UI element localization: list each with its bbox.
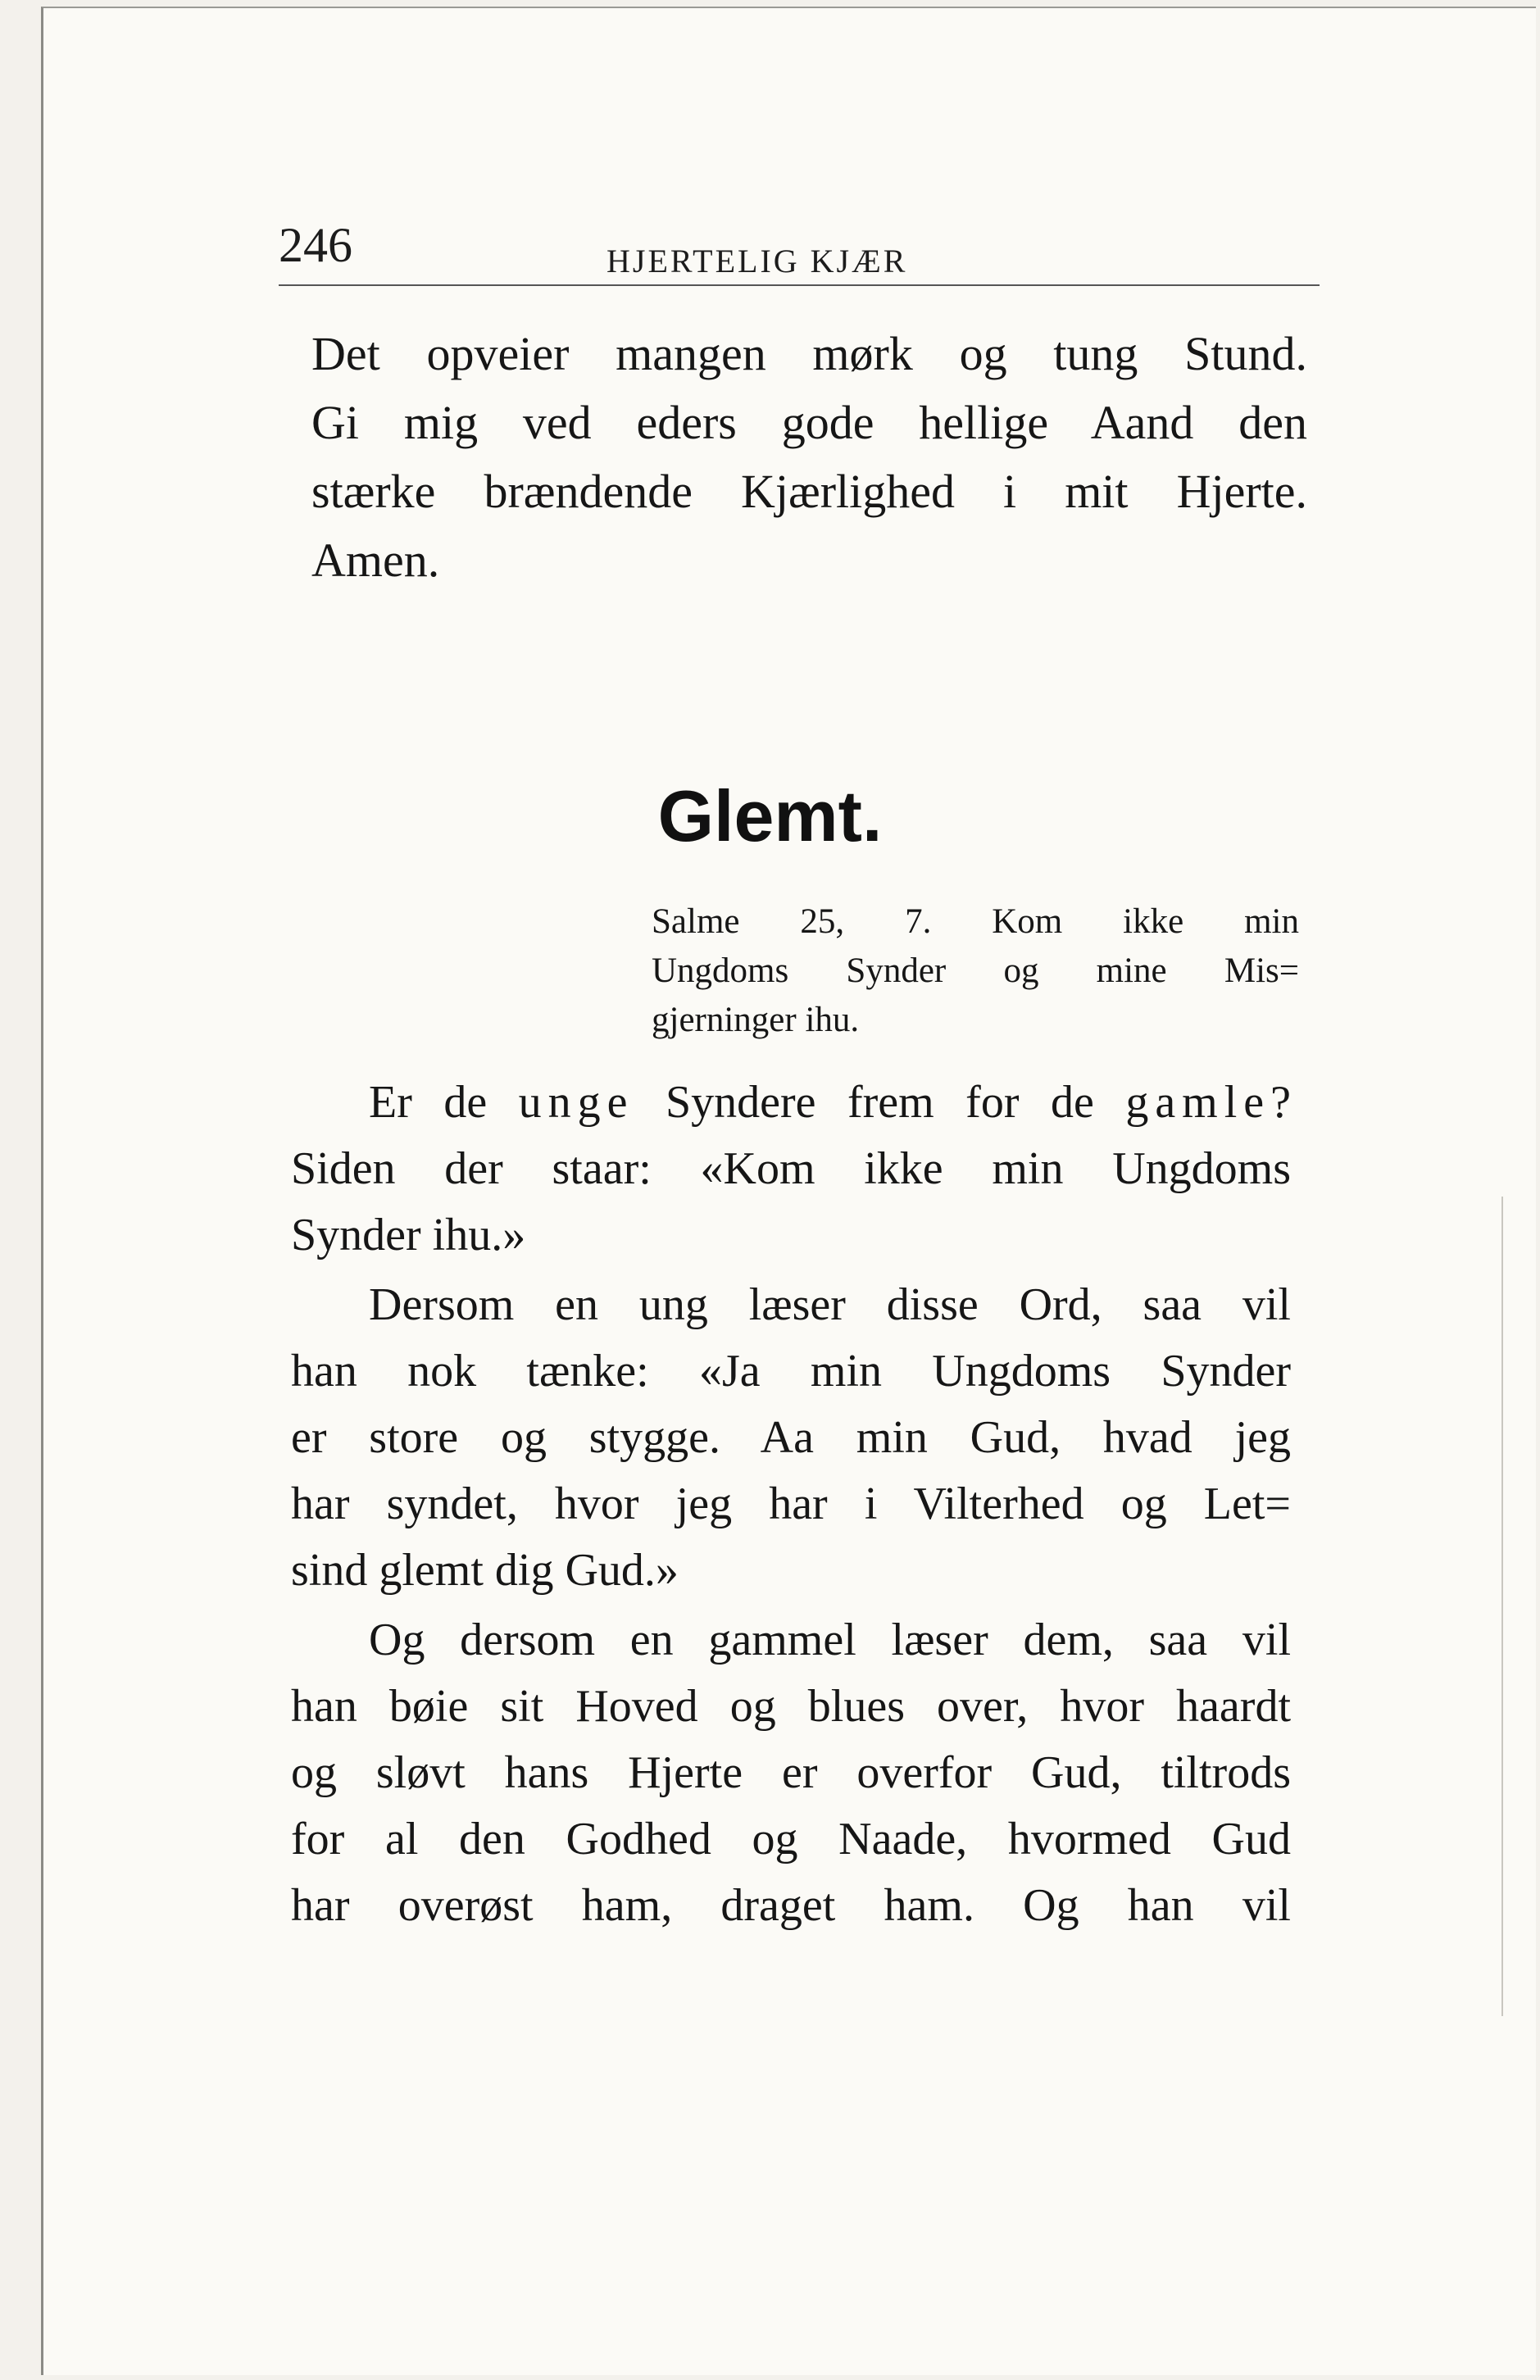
paragraph [291,1070,1291,1269]
text-line: stærke brændende Kjærlighed i mit Hjerte. [311,465,1307,518]
header-rule [279,284,1320,286]
emphasized-word: gamle [1125,1077,1271,1128]
text-line: Det opveier mangen mørk og tung Stund. [311,327,1307,380]
text-line: Gi mig ved eders gode hellige Aand den [311,396,1307,449]
previous-paragraph [311,320,1307,595]
running-head: HJERTELIG KJÆR [606,243,908,279]
text-line: han bøie sit Hoved og blues over, hvor haardt [291,1681,1291,1732]
epigraph-line: Ungdoms Synder og mine Mis= [652,952,1299,990]
text-line: Synder ihu.» [291,1210,526,1260]
page-edge-shadow [1501,1197,1503,2016]
text-line: har syndet, hvor jeg har i Vilterhed og Let= [291,1478,1291,1529]
text-run: Syndere frem for de [634,1077,1126,1128]
paragraph [291,1607,1291,1939]
text-line: for al den Godhed og Naade, hvormed Gud [291,1814,1291,1864]
page-header [279,209,1320,291]
emphasized-word: unge [518,1077,634,1128]
text-line: og sløvt hans Hjerte er overfor Gud, tiltrods [291,1747,1291,1798]
text-line: han nok tænke: «Ja min Ungdoms Synder [291,1346,1291,1397]
text-line [291,1070,1291,1136]
epigraph-line: Salme 25, 7. Kom ikke min [652,902,1299,941]
epigraph-line: gjerninger ihu. [652,1001,860,1039]
epigraph [652,897,1299,1045]
text-run: ? [1270,1077,1291,1128]
body-text [291,1070,1291,1942]
text-line: Dersom en ung læser disse Ord, saa vil [369,1279,1291,1330]
text-line: er store og stygge. Aa min Gud, hvad jeg [291,1412,1291,1463]
text-line: har overøst ham, draget ham. Og han vil [291,1880,1291,1931]
paragraph [291,1272,1291,1604]
text-line: Og dersom en gammel læser dem, saa vil [369,1615,1291,1665]
text-run: Er de [369,1077,519,1128]
page-number: 246 [279,218,352,272]
text-line: Amen. [311,534,440,587]
section-title: Glemt. [657,775,883,856]
text-line: Siden der staar: «Kom ikke min Ungdoms [291,1143,1291,1194]
text-line: sind glemt dig Gud.» [291,1545,679,1596]
